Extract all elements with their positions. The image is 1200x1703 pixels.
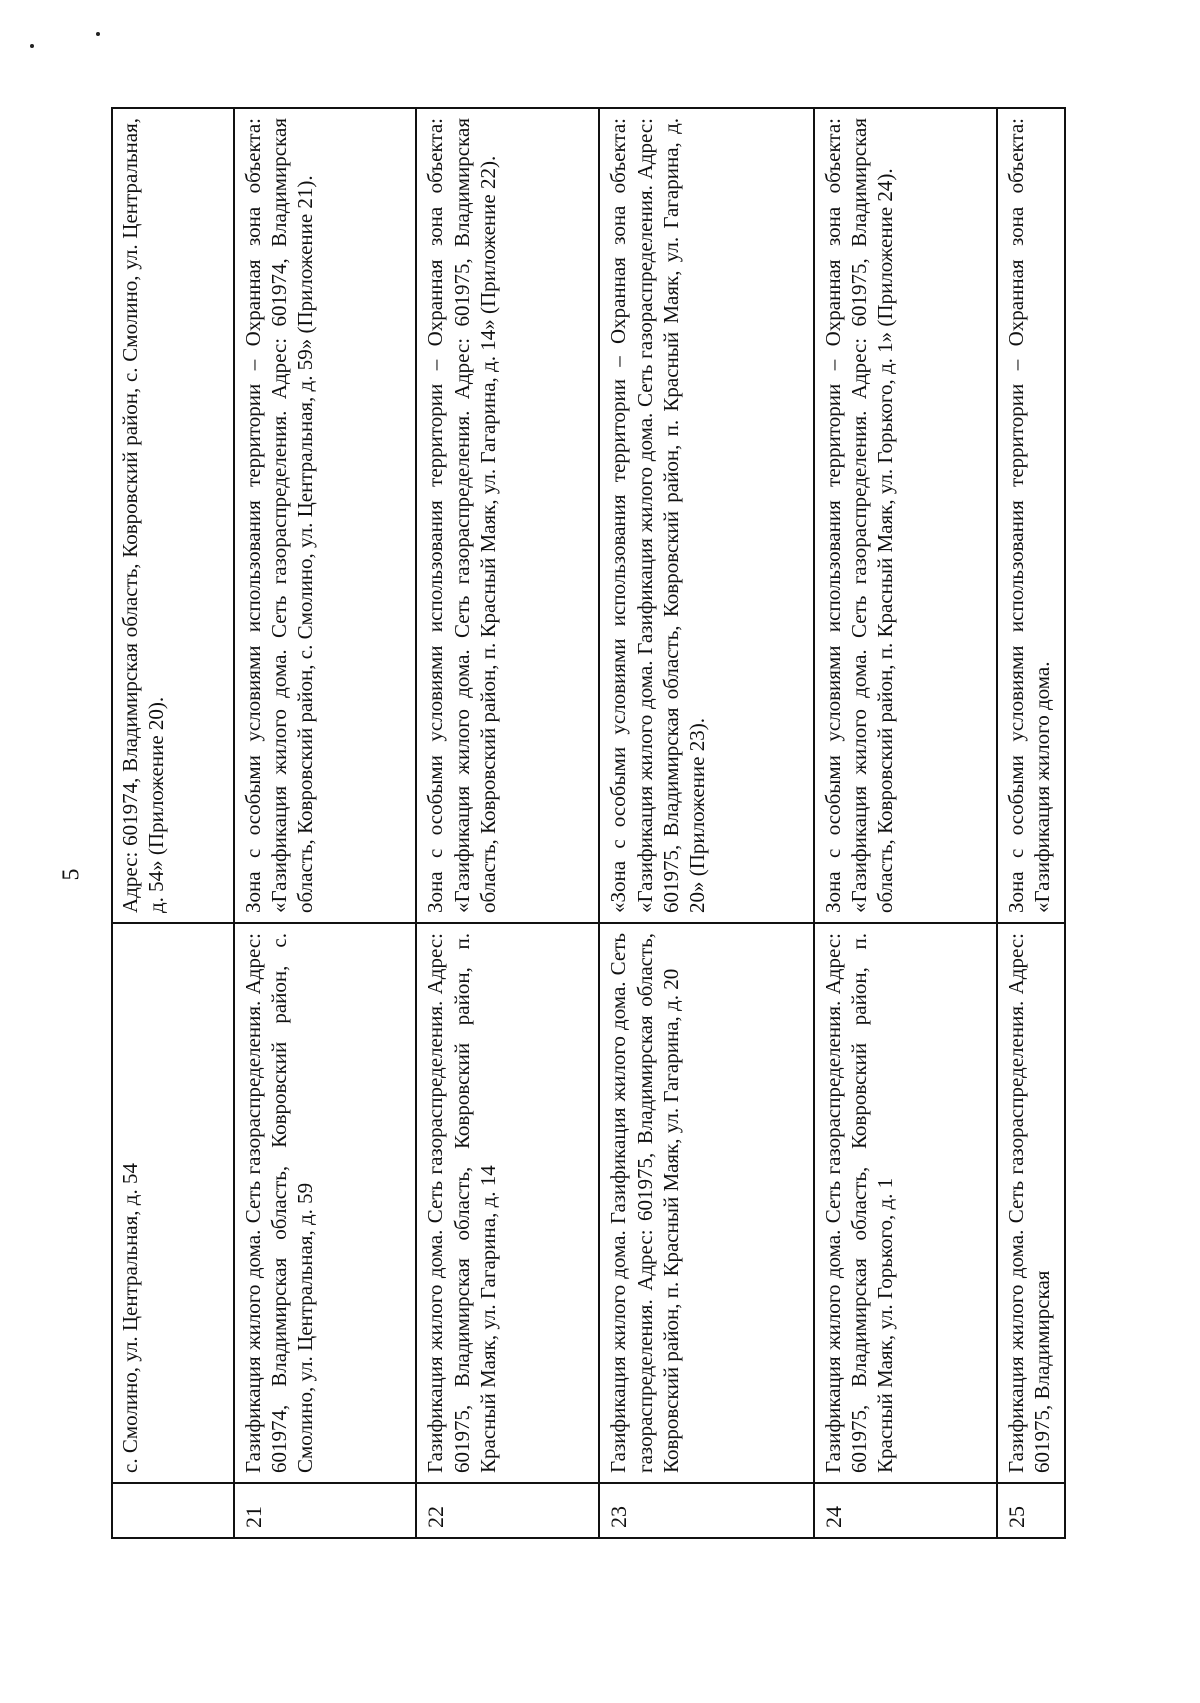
table-row xyxy=(234,108,417,1538)
scan-speck xyxy=(96,32,100,36)
table-row xyxy=(599,108,814,1538)
row-number: 22 xyxy=(416,1483,599,1538)
table-row xyxy=(997,108,1065,1538)
row-number: 25 xyxy=(997,1483,1065,1538)
row-number xyxy=(112,1483,234,1538)
object-description: Газификация жилого дома. Сеть газораспределения. Адрес: 601975, Владимирская область, Ковровский район, п. Красный Маяк, ул. Гагарина, д. 14 xyxy=(416,923,599,1483)
row-number: 21 xyxy=(234,1483,417,1538)
zone-description: Зона с особыми условиями использования территории – Охранная зона объекта: «Газификация жилого дома. Сеть газораспределения. Адрес: 601975, Владимирская область, Ковровский район, п. Красный Маяк, ул. Горького, д. 1» (Приложение 24). xyxy=(814,108,997,923)
row-number: 23 xyxy=(599,1483,814,1538)
scan-speck xyxy=(30,44,34,48)
table-row xyxy=(814,108,997,1538)
zones-table xyxy=(111,107,1066,1539)
object-description: Газификация жилого дома. Сеть газораспределения. Адрес: 601975, Владимирская xyxy=(997,923,1065,1483)
zone-description: Зона с особыми условиями использования территории – Охранная зона объекта: «Газификация жилого дома. Сеть газораспределения. Адрес: 601974, Владимирская область, Ковровский район, с. Смолино, ул. Центральная, д. 59» (Приложение 21). xyxy=(234,108,417,923)
zone-description: Зона с особыми условиями использования территории – Охранная зона объекта: «Газификация жилого дома. Сеть газораспределения. Адрес: 601975, Владимирская область, Ковровский район, п. Красный Маяк, ул. Гагарина, д. 14» (Приложение 22). xyxy=(416,108,599,923)
table-row xyxy=(112,108,234,1538)
object-description: с. Смолино, ул. Центральная, д. 54 xyxy=(112,923,234,1483)
zone-description: «Зона с особыми условиями использования территории – Охранная зона объекта: «Газификация жилого дома. Газификация жилого дома. Сеть газораспределения. Адрес: 601975, Владимирская область, Ковровский район, п. Красный Маяк, ул. Гагарина, д. 20» (Приложение 23). xyxy=(599,108,814,923)
page-number: 5 xyxy=(58,868,85,881)
zone-description: Адрес: 601974, Владимирская область, Ковровский район, с. Смолино, ул. Центральная, д. 54» (Приложение 20). xyxy=(112,108,234,923)
table-row xyxy=(416,108,599,1538)
rotated-table-container xyxy=(111,109,1066,1539)
zone-description: Зона с особыми условиями использования территории – Охранная зона объекта: «Газификация жилого дома. xyxy=(997,108,1065,923)
object-description: Газификация жилого дома. Сеть газораспределения. Адрес: 601974, Владимирская область, Ковровский район, с. Смолино, ул. Центральная, д. 59 xyxy=(234,923,417,1483)
row-number: 24 xyxy=(814,1483,997,1538)
object-description: Газификация жилого дома. Газификация жилого дома. Сеть газораспределения. Адрес: 601975, Владимирская область, Ковровский район, п. Красный Маяк, ул. Гагарина, д. 20 xyxy=(599,923,814,1483)
object-description: Газификация жилого дома. Сеть газораспределения. Адрес: 601975, Владимирская область, Ковровский район, п. Красный Маяк, ул. Горького, д. 1 xyxy=(814,923,997,1483)
